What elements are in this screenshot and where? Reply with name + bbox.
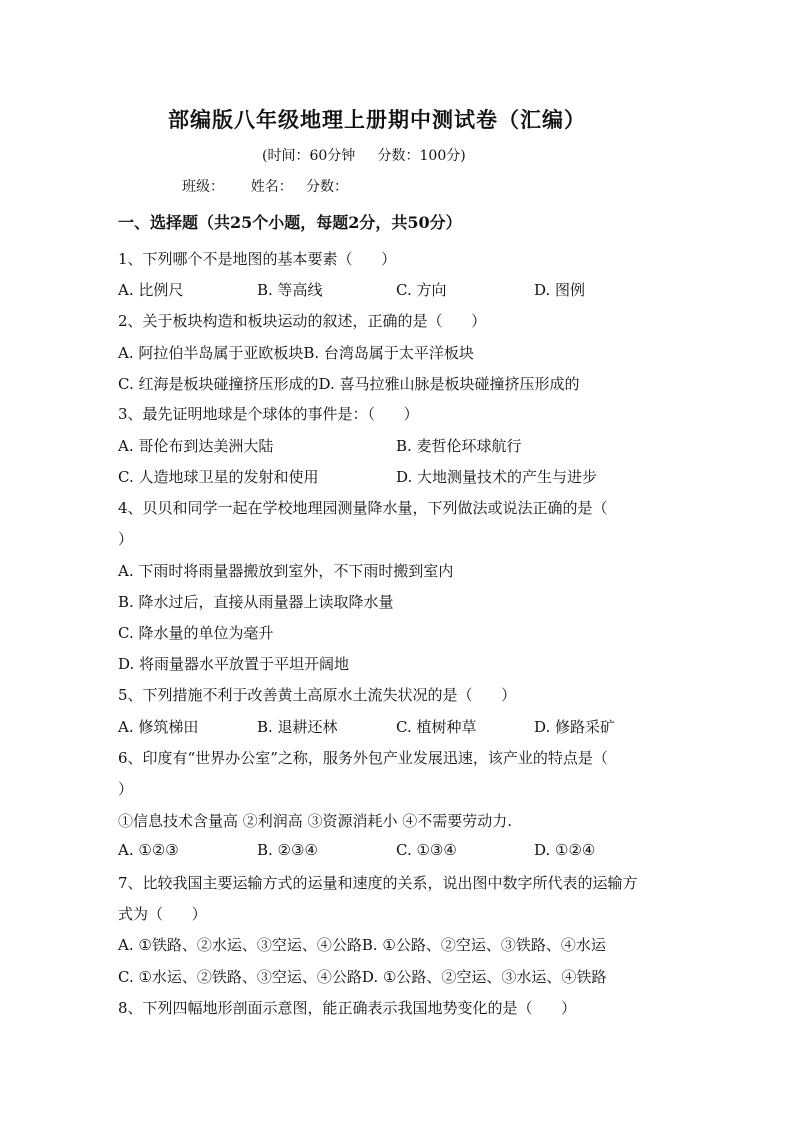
question-1-stem: 1、下列哪个不是地图的基本要素（ ）	[118, 250, 397, 268]
question-3-option-d: D. 大地测量技术的产生与进步	[396, 468, 598, 486]
question-3-option-b: B. 麦哲伦环球航行	[396, 437, 522, 455]
question-6-stem: 6、印度有“世界办公室”之称，服务外包产业发展迅速，该产业的特点是（	[118, 749, 608, 767]
question-6-items: ①信息技术含量高 ②利润高 ③资源消耗小 ④不需要劳动力.	[118, 812, 513, 830]
question-1-option-d: D. 图例	[534, 281, 586, 299]
question-4-option-d: D. 将雨量器水平放置于平坦开阔地	[118, 655, 350, 673]
question-5-option-c: C. 植树种草	[396, 718, 477, 736]
time-score-line: (时间：60分钟 分数：100分)	[262, 148, 466, 164]
student-info-line: 班级： 姓名： 分数：	[182, 179, 349, 195]
question-1-option-c: C. 方向	[396, 281, 447, 299]
question-4-option-a: A. 下雨时将雨量器搬放到室外，不下雨时搬到室内	[118, 562, 454, 580]
question-5-option-b: B. 退耕还林	[257, 718, 338, 736]
question-4-option-b: B. 降水过后，直接从雨量器上读取降水量	[118, 593, 394, 611]
question-2-stem: 2、关于板块构造和板块运动的叙述，正确的是（ ）	[118, 312, 487, 330]
question-7-options-cd: C. ①水运、②铁路、③空运、④公路D. ①公路、②空运、③水运、④铁路	[118, 968, 607, 986]
question-5-option-a: A. 修筑梯田	[118, 718, 199, 736]
question-6-option-b: B. ②③④	[257, 841, 318, 859]
question-5-stem: 5、下列措施不利于改善黄土高原水土流失状况的是（ ）	[118, 686, 517, 704]
question-1-option-b: B. 等高线	[257, 281, 323, 299]
question-1-option-a: A. 比例尺	[118, 281, 184, 299]
question-7-stem-end: 式为（ ）	[118, 905, 207, 923]
question-4-stem: 4、贝贝和同学一起在学校地理园测量降水量，下列做法或说法正确的是（	[118, 499, 608, 517]
question-4-stem-end: ）	[118, 530, 134, 548]
page-title: 部编版八年级地理上册期中测试卷（汇编）	[168, 107, 586, 132]
question-8-stem: 8、下列四幅地形剖面示意图，能正确表示我国地势变化的是（ ）	[118, 999, 577, 1017]
question-2-options-cd: C. 红海是板块碰撞挤压形成的D. 喜马拉雅山脉是板块碰撞挤压形成的	[118, 375, 580, 393]
question-2-options-ab: A. 阿拉伯半岛属于亚欧板块B. 台湾岛属于太平洋板块	[118, 344, 474, 362]
question-3-option-a: A. 哥伦布到达美洲大陆	[118, 437, 274, 455]
question-3-option-c: C. 人造地球卫星的发射和使用	[118, 468, 319, 486]
section-heading: 一、选择题（共25个小题，每题2分，共50分）	[118, 213, 462, 232]
question-6-option-d: D. ①②④	[534, 841, 596, 859]
question-4-option-c: C. 降水量的单位为毫升	[118, 624, 274, 642]
question-6-stem-end: ）	[118, 780, 134, 798]
question-6-option-c: C. ①③④	[396, 841, 457, 859]
question-7-stem: 7、比较我国主要运输方式的运量和速度的关系，说出图中数字所代表的运输方	[118, 874, 638, 892]
question-6-option-a: A. ①②③	[118, 841, 179, 859]
question-3-stem: 3、最先证明地球是个球体的事件是：（ ）	[118, 405, 419, 423]
question-7-options-ab: A. ①铁路、②水运、③空运、④公路B. ①公路、②空运、③铁路、④水运	[118, 936, 606, 954]
question-5-option-d: D. 修路采矿	[534, 718, 616, 736]
